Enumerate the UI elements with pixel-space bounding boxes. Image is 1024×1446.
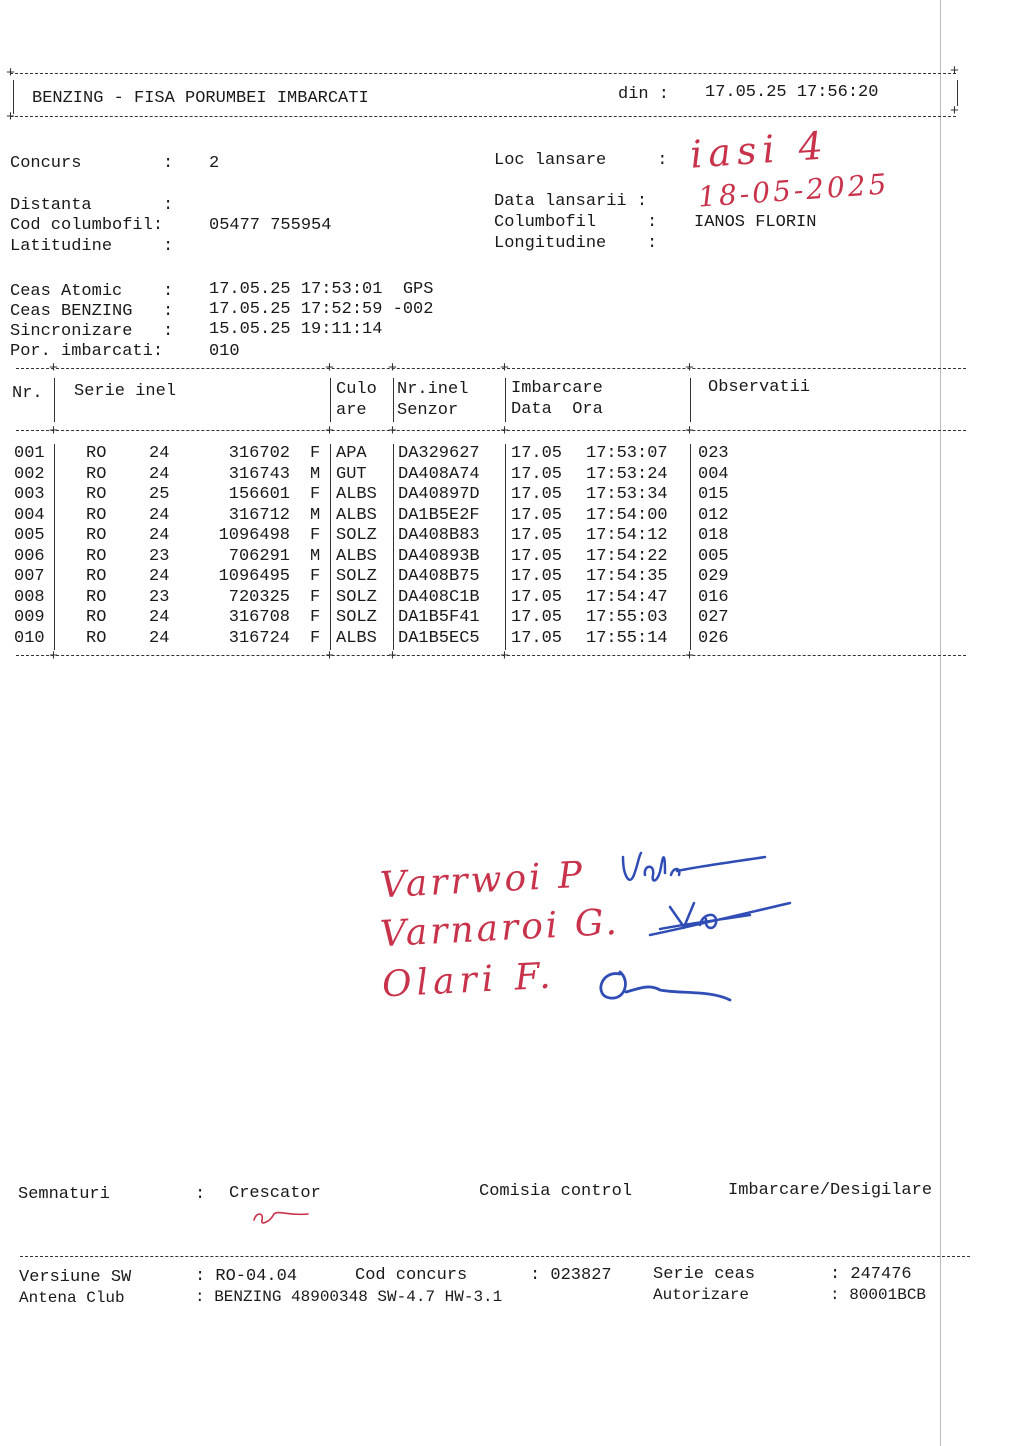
header-culoare-1: Culo	[336, 380, 377, 399]
cell-year: 24	[149, 567, 170, 586]
cell-ring-number: 316743	[228, 464, 290, 484]
cell-time: 17:54:47	[586, 587, 668, 607]
header-culoare-2: are	[336, 401, 367, 420]
cell-observatii: 004	[698, 464, 729, 484]
table-row	[14, 444, 774, 464]
header-nr-inel-1: Nr.inel	[397, 380, 469, 399]
cell-observatii: 015	[698, 485, 729, 504]
document-title: BENZING - FISA PORUMBEI IMBARCATI	[32, 89, 369, 108]
cell-sensor: DA40893B	[398, 546, 480, 566]
cell-country: RO	[86, 485, 107, 504]
cell-sex: F	[310, 526, 321, 545]
signature-scribble-1	[615, 845, 775, 895]
cell-country: RO	[86, 546, 107, 566]
corner-plus: +	[500, 360, 510, 377]
header-observatii: Observatii	[708, 378, 811, 397]
cell-sex: F	[310, 587, 321, 607]
cell-sex: F	[310, 444, 321, 463]
cell-time: 17:54:35	[586, 567, 668, 586]
semnaturi-colon: :	[195, 1185, 206, 1204]
corner-plus: +	[500, 648, 510, 665]
cell-date: 17.05	[511, 546, 563, 566]
cell-date: 17.05	[511, 628, 563, 648]
table-row	[14, 567, 774, 587]
cell-sensor: DA40897D	[398, 485, 480, 504]
table-row	[14, 465, 774, 485]
handwritten-name-2: Varnaroi G.	[379, 901, 621, 956]
imbarcare-desigilare-label: Imbarcare/Desigilare	[728, 1181, 933, 1200]
cell-observatii: 029	[698, 567, 729, 586]
cell-nr: 001	[14, 444, 45, 463]
cell-date: 17.05	[511, 526, 563, 545]
header-serie-inel: Serie inel	[74, 382, 177, 401]
cell-time: 17:54:12	[586, 526, 668, 545]
cell-sex: M	[310, 464, 321, 484]
table-row	[14, 588, 774, 608]
cell-date: 17.05	[511, 587, 563, 607]
cell-time: 17:55:14	[586, 628, 668, 648]
cell-nr: 009	[14, 608, 45, 627]
cell-color: APA	[336, 444, 367, 463]
cell-nr: 010	[14, 628, 45, 648]
cell-sensor: DA408B75	[398, 567, 480, 586]
handwritten-name-1: Varrwoi P	[379, 854, 587, 907]
columbofil-label: Columbofil :	[494, 213, 658, 232]
corner-plus: +	[388, 648, 398, 665]
cod-concurs-label: Cod concurs	[355, 1266, 468, 1285]
table-header-rule	[16, 430, 966, 431]
cell-year: 24	[149, 628, 170, 648]
versiune-sw-value: : RO-04.04	[195, 1267, 298, 1286]
header-nr: Nr.	[12, 384, 43, 403]
corner-plus: +	[325, 423, 335, 440]
handwritten-name-3: Olari F.	[381, 955, 557, 1006]
cell-country: RO	[86, 587, 107, 607]
corner-plus: +	[388, 360, 398, 377]
cell-date: 17.05	[511, 464, 563, 484]
semnaturi-label: Semnaturi	[18, 1185, 110, 1204]
ceas-atomic-label: Ceas Atomic :	[10, 282, 174, 301]
din-label: din :	[618, 85, 670, 104]
cell-time: 17:53:07	[586, 444, 668, 463]
ceas-benzing-value: 17.05.25 17:52:59 -002	[209, 300, 434, 319]
corner-plus: +	[950, 103, 960, 120]
serie-ceas-label: Serie ceas	[653, 1265, 756, 1284]
cell-observatii: 016	[698, 587, 729, 607]
cell-nr: 003	[14, 485, 45, 504]
cell-nr: 002	[14, 464, 45, 484]
cell-sex: F	[310, 628, 321, 648]
corner-plus: +	[6, 109, 16, 126]
cell-sensor: DA1B5E2F	[398, 505, 480, 525]
cell-year: 25	[149, 485, 170, 504]
cell-color: SOLZ	[336, 567, 377, 586]
corner-plus: +	[49, 648, 59, 665]
crescator-signature	[248, 1204, 318, 1228]
cell-nr: 005	[14, 526, 45, 545]
cell-country: RO	[86, 464, 107, 484]
concurs-label: Concurs :	[10, 154, 174, 173]
page-edge	[940, 0, 941, 1446]
cell-year: 24	[149, 526, 170, 545]
cell-time: 17:53:34	[586, 485, 668, 504]
cell-time: 17:53:24	[586, 464, 668, 484]
table-bottom-rule	[16, 655, 966, 656]
comisia-control-label: Comisia control	[479, 1182, 633, 1201]
corner-plus: +	[950, 63, 960, 80]
table-top-rule	[16, 368, 966, 369]
cell-sex: F	[310, 485, 321, 504]
sincronizare-value: 15.05.25 19:11:14	[209, 320, 383, 339]
header-nr-inel-2: Senzor	[397, 401, 459, 420]
cell-country: RO	[86, 444, 107, 463]
cod-concurs-value: : 023827	[530, 1266, 612, 1285]
cell-date: 17.05	[511, 485, 563, 504]
corner-plus: +	[325, 648, 335, 665]
cell-sex: M	[310, 546, 321, 566]
por-imbarcati-label: Por. imbarcati:	[10, 342, 164, 361]
table-row	[14, 526, 774, 546]
cell-color: SOLZ	[336, 608, 377, 627]
data-lansarii-handwritten: 18-05-2025	[697, 167, 891, 214]
cell-sex: M	[310, 505, 321, 525]
signature-scribble-3	[590, 960, 750, 1010]
cell-date: 17.05	[511, 444, 563, 463]
columbofil-value: IANOS FLORIN	[694, 213, 817, 232]
cell-observatii: 027	[698, 608, 729, 627]
cell-country: RO	[86, 526, 107, 545]
cell-color: ALBS	[336, 628, 377, 648]
cell-observatii: 012	[698, 505, 729, 525]
col-divider	[505, 378, 506, 422]
cell-year: 23	[149, 587, 170, 607]
cell-year: 24	[149, 608, 170, 627]
versiune-sw-label: Versiune SW	[19, 1268, 132, 1287]
cell-color: SOLZ	[336, 526, 377, 545]
cell-time: 17:54:22	[586, 546, 668, 566]
corner-plus: +	[388, 423, 398, 440]
distanta-label: Distanta :	[10, 196, 174, 215]
cell-color: ALBS	[336, 505, 377, 525]
antena-club-label: Antena Club	[19, 1289, 125, 1307]
corner-plus: +	[685, 360, 695, 377]
cell-country: RO	[86, 628, 107, 648]
crescator-label: Crescator	[229, 1184, 321, 1203]
serie-ceas-value: : 247476	[830, 1265, 912, 1284]
cell-date: 17.05	[511, 567, 563, 586]
cell-year: 24	[149, 505, 170, 525]
cell-ring-number: 316724	[228, 628, 290, 648]
cell-ring-number: 1096495	[218, 567, 290, 586]
corner-plus: +	[685, 648, 695, 665]
cell-sensor: DA408A74	[398, 464, 480, 484]
cell-date: 17.05	[511, 505, 563, 525]
cell-ring-number: 1096498	[218, 526, 290, 545]
concurs-value: 2	[209, 154, 220, 173]
cod-columbofil-label: Cod columbofil:	[10, 216, 164, 235]
cell-date: 17.05	[511, 608, 563, 627]
cell-ring-number: 156601	[228, 485, 290, 504]
cell-observatii: 026	[698, 628, 729, 648]
cell-sensor: DA408C1B	[398, 587, 480, 607]
cod-columbofil-value: 05477 755954	[209, 216, 332, 235]
cell-nr: 008	[14, 587, 45, 607]
cell-sensor: DA1B5EC5	[398, 628, 480, 648]
cell-year: 24	[149, 464, 170, 484]
cell-ring-number: 720325	[228, 587, 290, 607]
cell-ring-number: 316702	[228, 444, 290, 463]
cell-ring-number: 316708	[228, 608, 290, 627]
din-value: 17.05.25 17:56:20	[705, 83, 879, 102]
ceas-benzing-label: Ceas BENZING :	[10, 302, 174, 321]
por-imbarcati-value: 010	[209, 342, 240, 361]
cell-country: RO	[86, 608, 107, 627]
cell-color: GUT	[336, 464, 367, 484]
table-row	[14, 608, 774, 628]
cell-year: 23	[149, 546, 170, 566]
ceas-atomic-value: 17.05.25 17:53:01 GPS	[209, 280, 434, 299]
cell-sensor: DA1B5F41	[398, 608, 480, 627]
cell-sensor: DA408B83	[398, 526, 480, 545]
cell-year: 24	[149, 444, 170, 463]
cell-ring-number: 316712	[228, 505, 290, 525]
table-row	[14, 506, 774, 526]
cell-ring-number: 706291	[228, 546, 290, 566]
loc-lansare-label: Loc lansare :	[494, 151, 668, 170]
cell-sex: F	[310, 608, 321, 627]
longitudine-label: Longitudine :	[494, 234, 658, 253]
table-row	[14, 629, 774, 649]
cell-observatii: 005	[698, 546, 729, 566]
corner-plus: +	[325, 360, 335, 377]
autorizare-label: Autorizare	[653, 1286, 750, 1304]
cell-color: SOLZ	[336, 587, 377, 607]
cell-nr: 006	[14, 546, 45, 566]
cell-color: ALBS	[336, 485, 377, 504]
latitudine-label: Latitudine :	[10, 237, 174, 256]
cell-nr: 007	[14, 567, 45, 586]
cell-sex: F	[310, 567, 321, 586]
header-bottom-rule	[10, 116, 956, 117]
header-imbarcare-2: Data Ora	[511, 400, 603, 419]
corner-plus: +	[685, 423, 695, 440]
header-top-rule	[10, 73, 956, 74]
cell-sensor: DA329627	[398, 444, 480, 463]
cell-country: RO	[86, 567, 107, 586]
sincronizare-label: Sincronizare :	[10, 322, 174, 341]
cell-time: 17:55:03	[586, 608, 668, 627]
col-divider	[330, 378, 331, 422]
cell-observatii: 018	[698, 526, 729, 545]
autorizare-value: : 80001BCB	[830, 1286, 927, 1304]
corner-plus: +	[500, 423, 510, 440]
header-imbarcare-1: Imbarcare	[511, 379, 603, 398]
corner-plus: +	[49, 360, 59, 377]
signature-scribble-2	[640, 895, 800, 945]
cell-nr: 004	[14, 505, 45, 525]
corner-plus: +	[49, 423, 59, 440]
cell-observatii: 023	[698, 444, 729, 463]
loc-lansare-handwritten: iasi 4	[688, 123, 831, 177]
data-lansarii-label: Data lansarii :	[494, 192, 648, 211]
footer-rule	[20, 1256, 970, 1257]
col-divider	[690, 378, 691, 422]
cell-country: RO	[86, 505, 107, 525]
table-row	[14, 547, 774, 567]
cell-time: 17:54:00	[586, 505, 668, 525]
col-divider	[393, 378, 394, 422]
cell-color: ALBS	[336, 546, 377, 566]
col-divider	[54, 378, 55, 422]
table-row	[14, 485, 774, 505]
corner-plus: +	[6, 65, 16, 82]
antena-club-value: : BENZING 48900348 SW-4.7 HW-3.1	[195, 1288, 503, 1306]
